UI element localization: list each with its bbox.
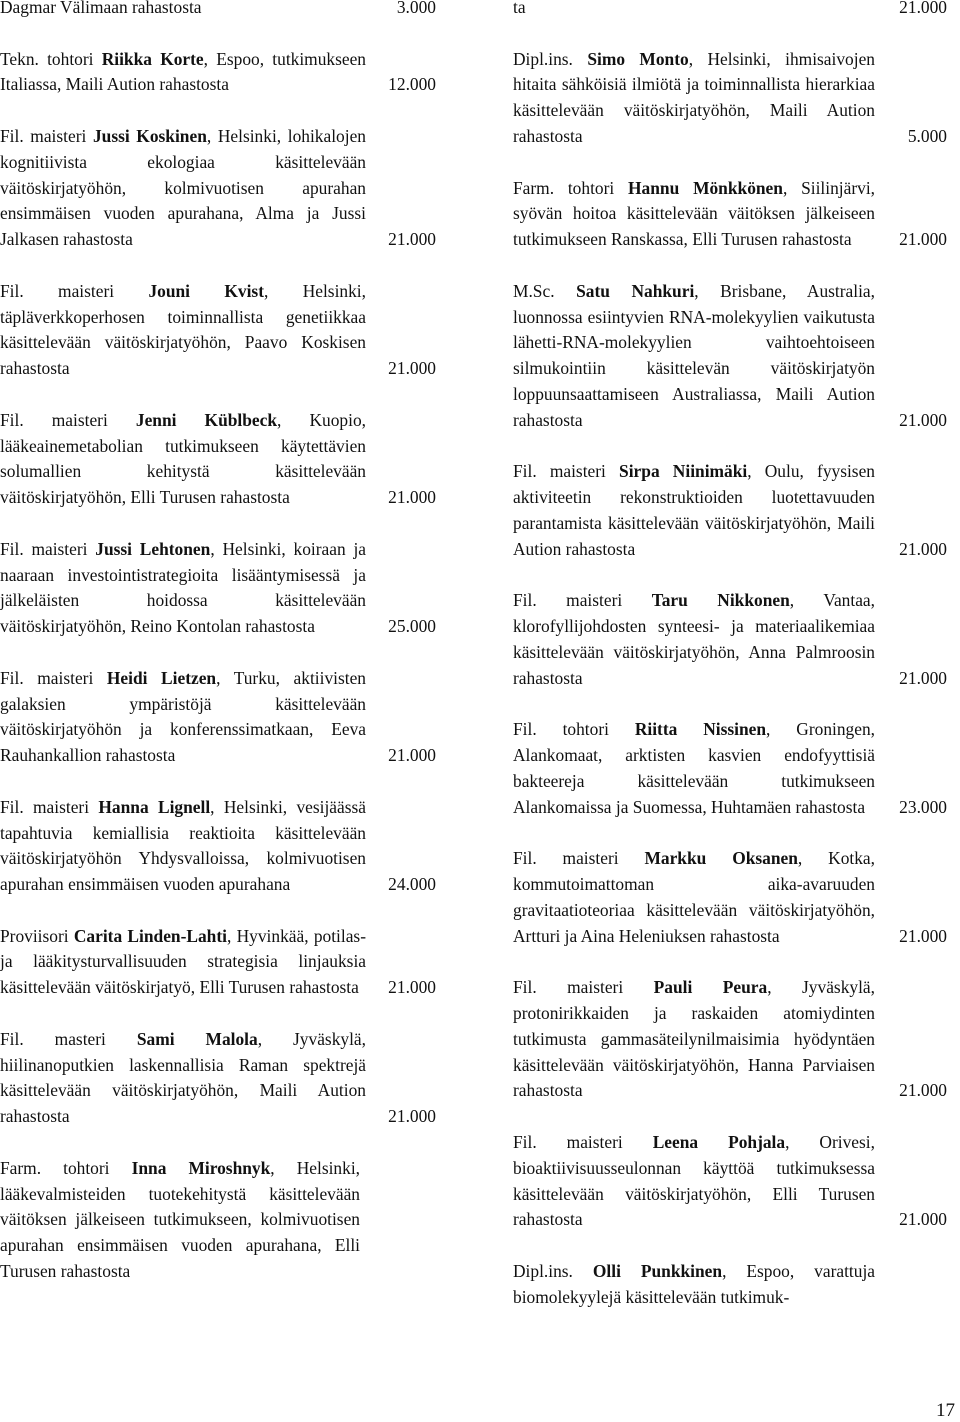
grant-purpose: , Turku, aktiivisten galaksien ympäristöjä käsittelevään väitöskirjatyöhön ja konferenssimatkaan, Eeva Rauhankallion rahastosta — [0, 667, 366, 766]
grant-amount: 23.000 — [899, 796, 947, 817]
grant-purpose: , Helsinki, lääkevalmisteiden tuotekehitystä käsittelevään väitöksen jälkeiseen tutkimukseen, kolmivuotisen apurahan ensimmäisen vuoden apurahana, Elli Turusen rahastosta — [0, 1157, 360, 1282]
recipient-name: Jussi Lehtonen — [95, 538, 211, 559]
grant-purpose: , Helsinki, täpläverkkoperhosen toiminnallista genetiikkaa käsittelevään väitöskirjatyöhön, Paavo Koskisen rahastosta — [0, 280, 366, 379]
grant-entry — [513, 846, 947, 949]
grant-title-prefix: Dipl.ins. — [513, 1261, 593, 1282]
grant-description — [0, 537, 366, 640]
grant-title-prefix: Farm. tohtori — [0, 1157, 132, 1178]
grant-description — [0, 666, 366, 769]
grant-purpose: , Siilinjärvi, syövän hoitoa käsittelevään väitöksen jälkeiseen tutkimukseen Ranskassa, Elli Turusen rahastosta — [513, 177, 876, 250]
grant-entry — [513, 47, 947, 150]
grant-entry — [513, 279, 947, 434]
grant-description — [513, 0, 875, 21]
grant-entry — [513, 1130, 947, 1233]
grant-title-prefix: Dagmar Välimaan rahastosta — [0, 0, 202, 17]
grant-title-prefix: Fil. maisteri — [0, 280, 149, 301]
grant-entry — [0, 47, 436, 99]
grant-entry — [513, 0, 947, 21]
recipient-name: Satu Nahkuri — [576, 280, 695, 301]
recipient-name: Leena Pohjala — [652, 1132, 786, 1153]
grant-description — [0, 795, 366, 898]
grant-amount: 21.000 — [388, 977, 436, 998]
recipient-name: Heidi Lietzen — [106, 667, 217, 688]
grant-purpose: , Brisbane, Australia, luonnossa esiintyvien RNA-molekyylien vaikutusta lähetti-RNA-molekyylien vaihtoehtoiseen silmukointiin käsittelevän väitöskirjatyön loppuunsaattamiseen Australiassa, Maili Aution rahastosta — [513, 280, 875, 430]
grant-description — [0, 1027, 366, 1130]
grant-purpose: , Espoo, tutkimukseen Italiassa, Maili Aution rahastosta — [0, 48, 366, 95]
grant-title-prefix: Tekn. tohtori — [0, 48, 102, 69]
grant-entry — [0, 0, 436, 21]
grant-amount: 25.000 — [388, 616, 436, 637]
recipient-name: Jussi Koskinen — [92, 125, 207, 146]
grant-title-prefix: M.Sc. — [513, 280, 577, 301]
grant-amount: 21.000 — [388, 487, 436, 508]
grant-title-prefix: Proviisori — [0, 925, 74, 946]
recipient-name: Markku Oksanen — [644, 848, 798, 869]
grant-amount: 21.000 — [388, 745, 436, 766]
grant-entry — [0, 279, 436, 382]
recipient-name: Riitta Nissinen — [634, 719, 767, 740]
grant-entry — [0, 1156, 436, 1285]
recipient-name: Sami Malola — [136, 1028, 258, 1049]
grant-description — [513, 176, 875, 253]
recipient-name: Carita Linden-Lahti — [73, 925, 227, 946]
grant-amount: 21.000 — [899, 0, 947, 17]
grant-entry — [513, 975, 947, 1104]
grant-title-prefix: Fil. masteri — [0, 1028, 137, 1049]
grant-description — [513, 279, 875, 434]
grant-description — [0, 279, 366, 382]
grant-purpose: , Helsinki, lohikalojen kognitiivista ekologiaa käsittelevään väitöskirjatyöhön, kolmivuotisen apurahan ensimmäisen vuoden apurahana, Alma ja Jussi Jalkasen rahastosta — [0, 125, 366, 250]
grant-title-prefix: Fil. maisteri — [0, 796, 99, 817]
grant-description — [513, 846, 875, 949]
grant-entry — [0, 924, 436, 1001]
grant-description — [513, 717, 875, 820]
grant-description — [513, 1259, 875, 1311]
recipient-name: Hannu Mönkkönen — [628, 177, 783, 198]
grant-purpose: , Orivesi, bioaktiivisuusseulonnan käyttöä tutkimuksessa käsittelevään väitöskirjatyöhön, Elli Turusen rahastosta — [513, 1132, 875, 1230]
grant-list-left-column — [0, 0, 436, 1311]
grant-description — [0, 124, 366, 253]
grant-purpose: , Kotka, kommutoimattoman aika-avaruuden gravitaatioteoriaa käsittelevään väitöskirjatyöhön, Artturi ja Aina Heleniuksen rahastosta — [513, 848, 875, 946]
grant-list-right-column — [513, 0, 947, 1336]
recipient-name: Taru Nikkonen — [651, 590, 790, 611]
grant-purpose: , Kuopio, lääkeainemetabolian tutkimukseen käytettävien solumallien kehitystä käsittelevään väitöskirjatyöhön, Elli Turusen rahastosta — [0, 409, 367, 508]
grant-title-prefix: Fil. maisteri — [513, 977, 654, 998]
grant-purpose: , Espoo, varattuja biomolekyylejä käsittelevään tutkimuk- — [513, 1261, 875, 1307]
grant-purpose: , Helsinki, vesijäässä tapahtuvia kemiallisia reaktioita käsittelevään väitöskirjatyöhön Yhdysvalloissa, kolmivuotisen apurahan ensimmäisen vuoden apurahana — [0, 796, 366, 895]
grant-description — [0, 1156, 360, 1285]
grant-description — [513, 1130, 875, 1233]
recipient-name: Jenni Küblbeck — [135, 409, 278, 430]
grant-entry — [0, 537, 436, 640]
grant-description — [0, 924, 366, 1001]
grant-description — [513, 459, 875, 562]
grant-purpose: , Jyväskylä, protonirikkaiden ja raskaiden atomiydinten tutkimusta gammasäteilynilmaisimia hyödyntäen käsittelevään väitöskirjatyöhön, Hanna Parviaisen rahastosta — [513, 977, 875, 1101]
grant-entry — [513, 717, 947, 820]
grant-entry — [0, 795, 436, 898]
grant-title-prefix: Dipl.ins. — [513, 48, 588, 69]
grant-title-prefix: Fil. maisteri — [0, 538, 96, 559]
recipient-name: Hanna Lignell — [98, 796, 211, 817]
grant-title-prefix: Fil. maisteri — [0, 125, 93, 146]
grant-amount: 5.000 — [907, 125, 947, 146]
recipient-name: Jouni Kvist — [148, 280, 264, 301]
grant-title-prefix: Fil. maisteri — [513, 1132, 653, 1153]
grant-amount: 21.000 — [899, 925, 947, 946]
grant-purpose: , Helsinki, ihmisaivojen hitaita sähköisiä ilmiötä ja toiminnallista hierarkiaa käsittelevään väitöskirjatyöhön, Maili Aution rahastosta — [513, 48, 875, 146]
grant-amount: 12.000 — [388, 74, 436, 95]
grant-entry — [0, 408, 436, 511]
grant-amount: 3.000 — [396, 0, 436, 17]
grant-purpose: , Vantaa, klorofyllijohdosten synteesi- ja materiaalikemiaa käsittelevään väitöskirjatyöhön, Anna Palmroosin rahastosta — [513, 590, 875, 688]
grant-amount: 21.000 — [899, 1209, 947, 1230]
grant-title-prefix: Fil. maisteri — [513, 590, 652, 611]
grant-entry — [513, 1259, 947, 1311]
grant-amount: 21.000 — [899, 1080, 947, 1101]
grant-amount: 21.000 — [899, 667, 947, 688]
grant-description — [0, 0, 366, 21]
grant-entry — [513, 176, 947, 253]
grant-title-prefix: Fil. maisteri — [513, 461, 620, 482]
grant-description — [513, 47, 875, 150]
grant-entry — [513, 459, 947, 562]
recipient-name: Inna Miroshnyk — [131, 1157, 271, 1178]
page-number: 17 — [936, 1400, 955, 1421]
grant-description — [513, 975, 875, 1104]
grant-amount: 21.000 — [388, 358, 436, 379]
grant-amount: 21.000 — [899, 229, 947, 250]
grant-purpose: , Groningen, Alankomaat, arktisten kasvien endofyyttisiä bakteereja käsittelevään tutkimukseen Alankomaissa ja Suomessa, Huhtamäen rahastosta — [513, 719, 876, 817]
grant-amount: 21.000 — [388, 229, 436, 250]
grant-title-prefix: Fil. maisteri — [0, 409, 136, 430]
grant-amount: 21.000 — [899, 409, 947, 430]
recipient-name: Riikka Korte — [101, 48, 204, 69]
grant-entry — [0, 1027, 436, 1130]
grant-title-prefix: Fil. maisteri — [0, 667, 107, 688]
grant-description — [513, 588, 875, 691]
grant-amount: 21.000 — [899, 538, 947, 559]
recipient-name: Olli Punkkinen — [592, 1261, 723, 1282]
grant-purpose: , Oulu, fyysisen aktiviteetin rekonstruktioiden luotettavuuden parantamista käsittelevään väitöskirjatyöhön, Maili Aution rahastosta — [513, 461, 875, 559]
recipient-name: Sirpa Niinimäki — [619, 461, 748, 482]
grant-entry — [0, 666, 436, 769]
grant-entry — [513, 588, 947, 691]
recipient-name: Pauli Peura — [653, 977, 768, 998]
grant-entry — [0, 124, 436, 253]
grant-description — [0, 47, 366, 99]
grant-amount: 24.000 — [388, 874, 436, 895]
grant-title-prefix: ta — [513, 0, 526, 17]
grant-title-prefix: Fil. maisteri — [513, 848, 645, 869]
grant-title-prefix: Fil. tohtori — [513, 719, 635, 740]
grant-purpose: , Helsinki, koiraan ja naaraan investointistrategioita lisääntymisessä ja jälkeläisten hoidossa käsittelevään väitöskirjatyöhön, Reino Kontolan rahastosta — [0, 538, 366, 637]
grant-purpose: , Jyväskylä, hiilinanoputkien laskennallisia Raman spektrejä käsittelevään väitöskirjatyöhön, Maili Aution rahastosta — [0, 1028, 366, 1127]
recipient-name: Simo Monto — [587, 48, 689, 69]
grant-amount: 21.000 — [388, 1106, 436, 1127]
grant-description — [0, 408, 366, 511]
grant-title-prefix: Farm. tohtori — [513, 177, 629, 198]
grant-purpose: , Hyvinkää, potilas- ja lääkitysturvallisuuden strategisia linjauksia käsittelevään väitöskirjatyö, Elli Turusen rahastosta — [0, 925, 366, 998]
